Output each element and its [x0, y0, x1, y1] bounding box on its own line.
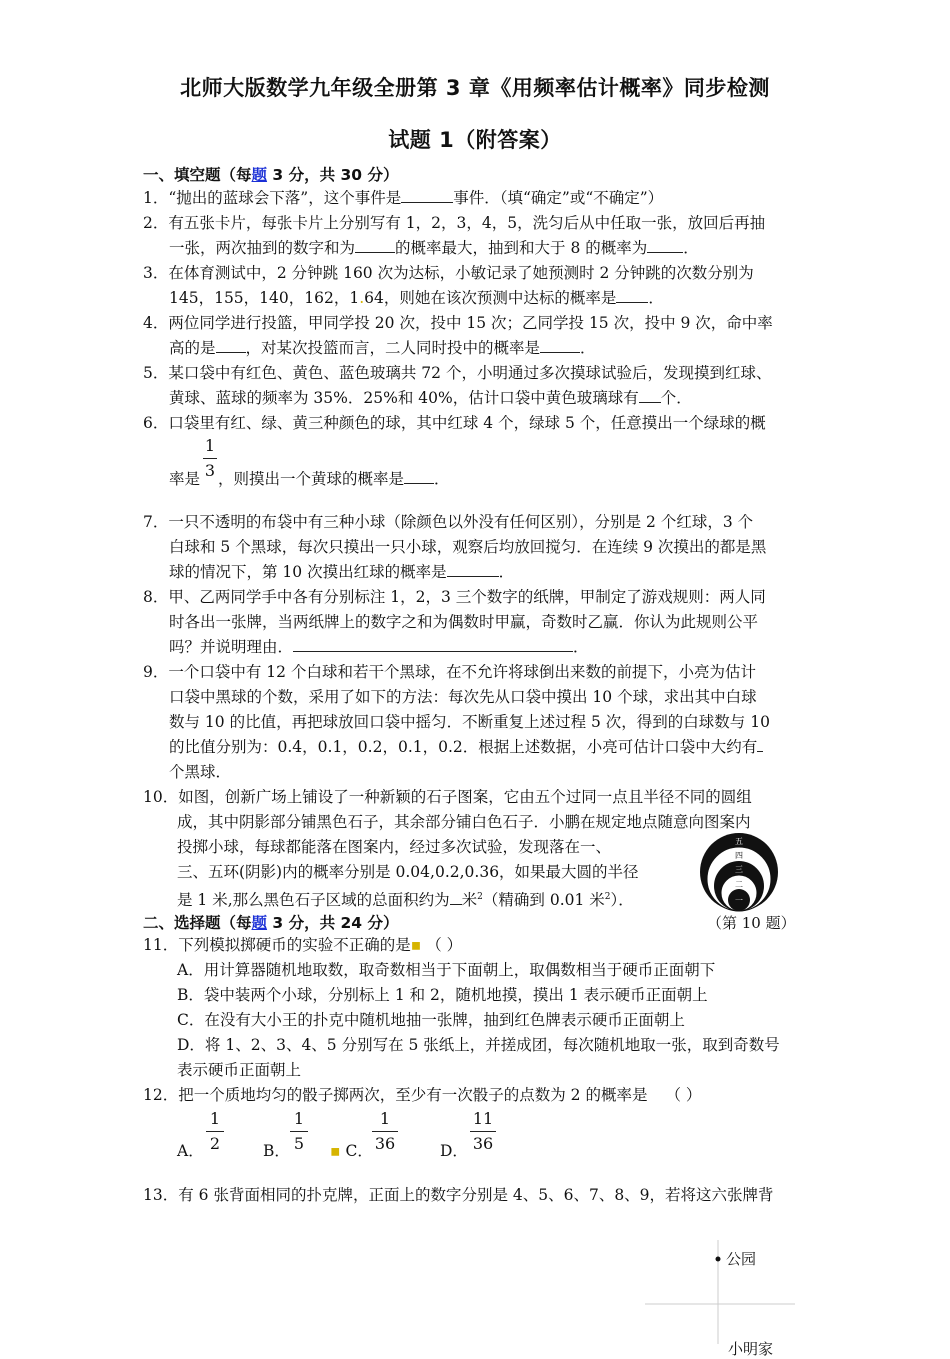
fraction-one-third: 1 3: [204, 436, 216, 480]
question-7-line1: 7．一只不透明的布袋中有三种小球（除颜色以外没有任何区别），分别是 2 个红球，3 个: [143, 513, 754, 531]
question-4-line2: 高的是 ，对某次投篮而言，二人同时投中的概率是 ．: [169, 339, 596, 357]
answer-blank[interactable]: [293, 637, 573, 652]
section1-link[interactable]: 题: [251, 166, 268, 184]
question-4-line1: 4．两位同学进行投篮，甲同学投 20 次，投中 15 次；乙同学投 15 次，投中 9 次，命中率: [143, 314, 773, 332]
answer-blank[interactable]: [401, 188, 453, 203]
question-8-line1: 8．甲、乙两同学手中各有分别标注 1，2，3 三个数字的纸牌，甲制定了游戏规则：两人同: [143, 588, 766, 606]
section-fill-in-blank: 一、填空题（每题 3 分，共 30 分）: [143, 166, 399, 184]
fig-label-five: 五: [735, 837, 743, 846]
option-12-b-fraction[interactable]: 1 5: [290, 1109, 308, 1154]
question-2-line2: 一张，两次抽到的数字和为 的概率最大，抽到和大于 8 的概率为 ．: [169, 239, 699, 257]
fig-label-one: 一: [735, 896, 743, 905]
answer-blank[interactable]: [616, 288, 648, 303]
answer-blank[interactable]: [404, 469, 434, 484]
map-label-park: 公园: [726, 1250, 757, 1268]
question-10-line2: 成，其中阴影部分铺黑色石子，其余部分铺白色石子．小鹏在规定地点随意向图案内: [177, 813, 751, 831]
question-11-stem: 11．下列模拟掷硬币的实验不正确的是▪ （ ）: [143, 936, 463, 954]
option-12-c-fraction[interactable]: 1 36: [372, 1109, 398, 1154]
question-1: 1．“抛出的蓝球会下落”，这个事件是 事件．（填“确定”或“不确定”）: [143, 189, 664, 207]
option-12-a-fraction[interactable]: 1 2: [206, 1109, 224, 1154]
question-12-stem: 12．把一个质地均匀的骰子掷两次，至少有一次骰子的点数为 2 的概率是 （ ）: [143, 1086, 702, 1104]
question-7-line2: 白球和 5 个黑球，每次只摸出一只小球，观察后均放回搅匀．在连续 9 次摸出的都是黑: [169, 538, 767, 556]
park-point-icon: [716, 1257, 721, 1262]
option-11-c[interactable]: C．在没有大小王的扑克中随机地抽一张牌，抽到红色牌表示硬币正面朝上: [177, 1011, 685, 1029]
question-6-line1: 6．口袋里有红、绿、黄三种颜色的球，其中红球 4 个，绿球 5 个，任意摸出一个绿球的概: [143, 414, 766, 432]
map-label-home: 小明家: [728, 1340, 774, 1358]
question-9-line3: 数与 10 的比值，再把球放回口袋中摇匀．不断重复上述过程 5 次，得到的白球数与 10: [169, 713, 770, 731]
answer-blank[interactable]: [647, 238, 683, 253]
question-5-line1: 5．某口袋中有红色、黄色、蓝色玻璃共 72 个，小明通过多次摸球试验后，发现摸到红球、: [143, 364, 772, 382]
answer-blank[interactable]: [355, 238, 395, 253]
option-12-d-fraction[interactable]: 11 36: [470, 1109, 496, 1154]
question-9-line5: 个黑球．: [169, 763, 232, 781]
concentric-circles-figure: [695, 832, 783, 912]
question-2-line1: 2．有五张卡片，每张卡片上分别写有 1，2，3，4，5，洗匀后从中任取一张，放回后再抽: [143, 214, 766, 232]
question-10-line4: 三、五环(阴影)内的概率分别是 0.04,0.2,0.36，如果最大圆的半径: [177, 863, 639, 881]
question-13-line1: 13．有 6 张背面相同的扑克牌，正面上的数字分别是 4、5、6、7、8、9，若将这六张牌背: [143, 1186, 774, 1204]
answer-blank[interactable]: [540, 338, 580, 353]
question-7-line3: 球的情况下，第 10 次摸出红球的概率是 ．: [169, 563, 515, 581]
question-8-line3: 吗？并说明理由． ．: [169, 638, 589, 656]
question-6-line2: 率是 ，则摸出一个黄球的概率是 ．: [169, 470, 450, 488]
section-multiple-choice: 二、选择题（每题 3 分，共 24 分）: [143, 914, 399, 932]
page-subtitle: 试题 1（附答案）: [388, 128, 562, 152]
question-10-line3: 投掷小球，每球都能落在图案内，经过多次试验，发现落在一、: [177, 838, 612, 856]
fig-label-two: 二: [735, 880, 743, 889]
question-5-line2: 黄球、蓝球的频率为 35%．25%和 40%，估计口袋中黄色玻璃球有 个．: [169, 389, 692, 407]
option-11-a[interactable]: A．用计算器随机地取数，取奇数相当于下面朝上，取偶数相当于硬币正面朝下: [177, 961, 716, 979]
option-12-a-label[interactable]: A．: [177, 1142, 204, 1160]
option-12-c-label[interactable]: ▪ C．: [330, 1142, 373, 1160]
option-11-d-line1[interactable]: D．将 1、2、3、4、5 分别写在 5 张纸上，并搓成团，每次随机地取一张，取到奇数号: [177, 1036, 780, 1054]
question-10-line1: 10．如图，创新广场上铺设了一种新颖的石子图案，它由五个过同一点且半径不同的圆组: [143, 788, 752, 806]
question-3-line2: 145，155，140，162，1.64，则她在该次预测中达标的概率是 ．: [169, 289, 664, 307]
page-title: 北师大版数学九年级全册第 3 章《用频率估计概率》同步检测: [180, 76, 770, 100]
answer-blank[interactable]: [447, 562, 499, 577]
question-9-line1: 9．一个口袋中有 12 个白球和若干个黑球，在不允许将球倒出来数的前提下，小亮为估计: [143, 663, 756, 681]
fig-label-four: 四: [735, 851, 743, 860]
answer-blank[interactable]: [757, 737, 763, 752]
section2-link[interactable]: 题: [251, 914, 268, 932]
option-12-b-label[interactable]: B．: [263, 1142, 290, 1160]
figure-caption: （第 10 题）: [707, 914, 796, 932]
option-11-b[interactable]: B．袋中装两个小球，分别标上 1 和 2，随机地摸，摸出 1 表示硬币正面朝上: [177, 986, 708, 1004]
question-10-line5: 是 1 米,那么黑色石子区域的总面积约为 米$^2$（精确到 0.01 米$^2$）．: [177, 891, 634, 910]
question-9-line2: 口袋中黑球的个数，采用了如下的方法：每次先从口袋中摸出 10 个球，求出其中白球: [169, 688, 757, 706]
option-11-d-line2: 表示硬币正面朝上: [177, 1061, 302, 1079]
fig-label-three: 三: [735, 865, 743, 874]
question-3-line1: 3．在体育测试中，2 分钟跳 160 次为达标，小敏记录了她预测时 2 分钟跳的次数分别为: [143, 264, 754, 282]
option-12-d-label[interactable]: D．: [440, 1142, 468, 1160]
question-8-line2: 时各出一张牌，当两纸牌上的数字之和为偶数时甲赢，奇数时乙赢．你认为此规则公平: [169, 613, 759, 631]
answer-blank[interactable]: [450, 890, 462, 905]
answer-blank[interactable]: [216, 338, 246, 353]
answer-blank[interactable]: [639, 388, 661, 403]
map-figure: [640, 1240, 820, 1358]
question-9-line4: 的比值分别为：0.4，0.1，0.2，0.1，0.2．根据上述数据，小亮可估计口袋中大约有: [169, 736, 763, 758]
